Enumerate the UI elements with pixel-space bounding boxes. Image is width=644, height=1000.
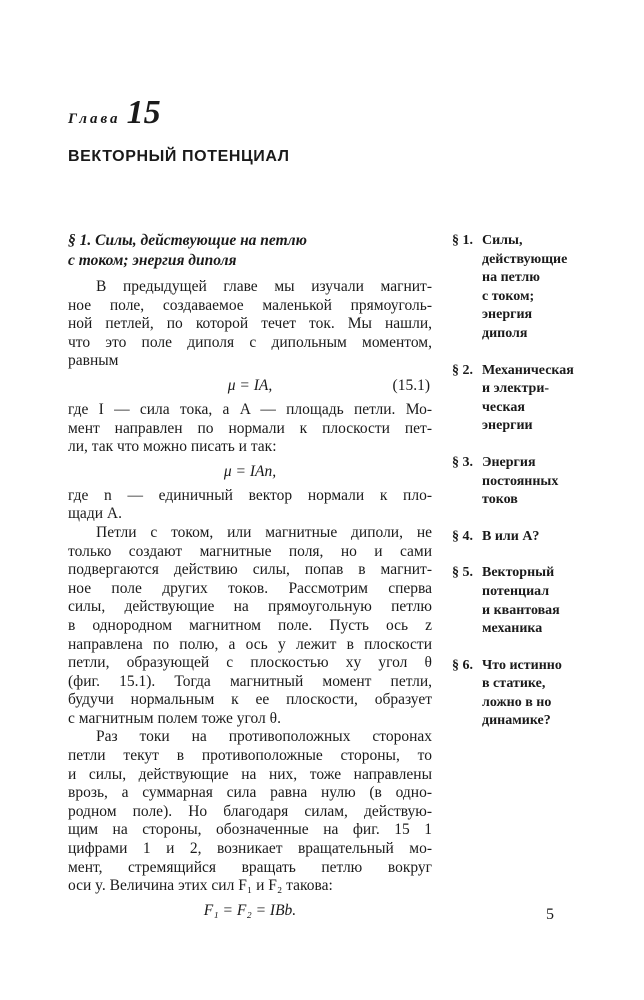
text-line: и силы, действующие на них, тоже направлены — [68, 765, 432, 783]
formula-moment-vector — [68, 459, 432, 485]
text-line: только создают магнитные поля, но и сами — [68, 542, 432, 560]
text-line: Петли с током, или магнитные диполи, не — [96, 523, 432, 541]
text-line: будучи нормальным к ее плоскости, образует — [68, 691, 432, 709]
text-line: цифрами 1 и 2, возникает вращательный мо- — [68, 840, 432, 858]
text-line: родном поле). Но благодаря силам, действую- — [68, 802, 432, 820]
toc-section-title: Что истинно в статике, ложно в но динамике? — [482, 657, 562, 729]
text-line: равным — [68, 352, 119, 370]
formula-forces — [68, 898, 432, 924]
formula-text: μ = IAn, — [223, 462, 277, 480]
toc-item — [452, 232, 602, 344]
page-number: 5 — [546, 906, 554, 923]
margin-table-of-contents — [452, 232, 602, 749]
toc-section-number: § 2. — [452, 362, 473, 378]
toc-section-number: § 6. — [452, 657, 473, 673]
toc-section-number: § 4. — [452, 528, 473, 544]
text-line: ное поле других токов. Рассмотрим сперва — [68, 579, 432, 597]
chapter-number: 15 — [126, 94, 161, 131]
chapter-title: ВЕКТОРНЫЙ ПОТЕНЦИАЛ — [68, 148, 290, 165]
chapter-word: Глава — [68, 111, 121, 127]
toc-section-title: Силы, действующие на петлю с током; энергия диполя — [482, 233, 568, 341]
formula-text: F₁ = F₂ = IBb. — [203, 901, 297, 919]
text-line: ной петлей, по которой течет ток. Мы нашли, — [68, 315, 432, 333]
text-line: петли текут в противоположные стороны, то — [68, 747, 432, 765]
formula-text: μ = IA, — [227, 376, 273, 394]
formula-15-1 — [68, 373, 432, 399]
text-line: Раз токи на противоположных сторонах — [96, 728, 432, 746]
text-line: петли, образующей с плоскостью xy угол θ — [68, 654, 432, 672]
toc-item — [452, 657, 602, 731]
chapter-heading — [68, 94, 161, 138]
body-text — [68, 278, 432, 926]
equation-number: (15.1) — [392, 376, 430, 394]
toc-item — [452, 528, 602, 547]
section-heading — [68, 231, 368, 271]
toc-item — [452, 454, 602, 510]
text-line: ное поле, создаваемое маленькой прямоуголь- — [68, 296, 432, 314]
section-heading-line: § 1. Силы, действующие на петлю — [68, 232, 307, 249]
text-line: мент, стремящийся вращать петлю вокруг — [68, 858, 432, 876]
toc-section-number: § 3. — [452, 454, 473, 470]
text-line: что это поле диполя с дипольным моментом, — [68, 333, 432, 351]
text-line: где n — единичный вектор нормали к пло- — [68, 486, 432, 504]
toc-section-title: B или A? — [482, 528, 540, 544]
toc-item — [452, 362, 602, 436]
text-line: мент направлен по нормали к плоскости пет- — [68, 419, 432, 437]
text-line: (фиг. 15.1). Тогда магнитный момент петли, — [68, 672, 432, 690]
text-line: щим на стороны, обозначенные на фиг. 15 1 — [68, 821, 432, 839]
section-heading-line: с током; энергия диполя — [68, 252, 237, 269]
text-line: с магнитным полем тоже угол θ. — [68, 709, 281, 727]
text-line: щади A. — [68, 505, 122, 523]
text-line: подвергаются действию силы, попав в магнит- — [68, 561, 432, 579]
toc-section-title: Энергия постоянных токов — [482, 454, 559, 508]
text-line: где I — сила тока, а A — площадь петли. Мо- — [68, 400, 432, 418]
toc-section-number: § 5. — [452, 565, 473, 581]
text-line: оси y. Величина этих сил F₁ и F₂ такова: — [68, 877, 333, 895]
text-line: В предыдущей главе мы изучали магнит- — [96, 278, 432, 295]
toc-item — [452, 564, 602, 638]
toc-section-title: Векторный потенциал и квантовая механика — [482, 565, 560, 637]
toc-section-title: Механическая и электри- ческая энергии — [482, 362, 574, 434]
text-line: ли, так что можно писать и так: — [68, 438, 277, 456]
toc-section-number: § 1. — [452, 233, 473, 248]
text-line: в однородном магнитном поле. Пусть ось z — [68, 616, 432, 634]
text-line: направлена по полю, а ось y лежит в плоскости — [68, 635, 432, 653]
text-line: врозь, а суммарная сила равна нулю (в одно- — [68, 784, 432, 802]
text-line: силы, действующие на прямоугольную петлю — [68, 598, 432, 616]
